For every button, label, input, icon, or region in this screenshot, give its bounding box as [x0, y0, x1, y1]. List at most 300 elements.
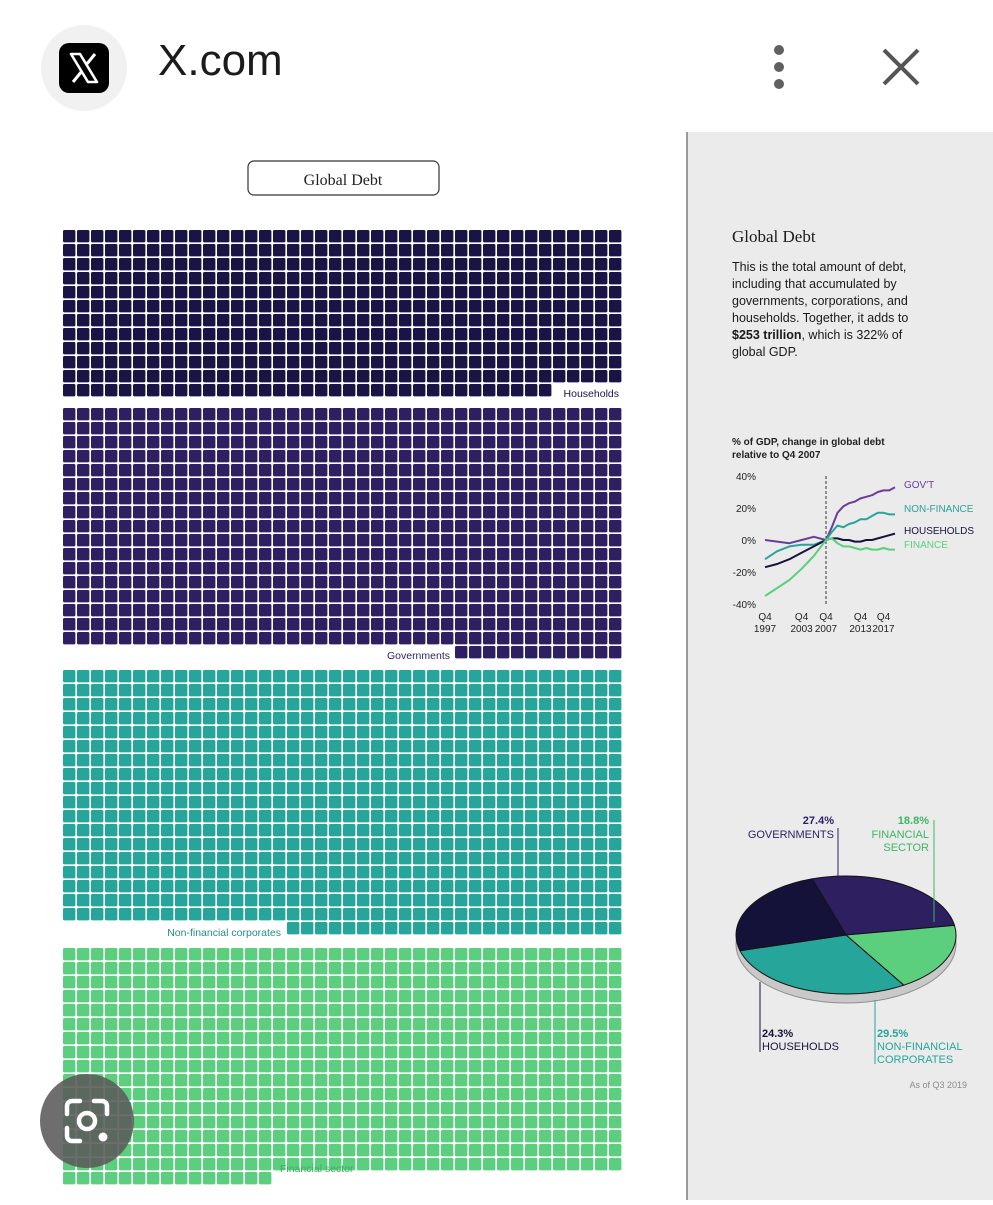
waffle-cell: [609, 534, 621, 546]
waffle-cell: [553, 632, 565, 644]
waffle-cell: [161, 520, 173, 532]
waffle-cell: [371, 632, 383, 644]
waffle-cell: [77, 356, 89, 368]
waffle-cell: [315, 632, 327, 644]
waffle-cell: [455, 286, 467, 298]
waffle-cell: [287, 796, 299, 808]
waffle-cell: [371, 492, 383, 504]
waffle-cell: [413, 712, 425, 724]
waffle-cell: [357, 520, 369, 532]
waffle-cell: [315, 1060, 327, 1072]
waffle-cell: [413, 370, 425, 382]
waffle-cell: [161, 272, 173, 284]
waffle-cell: [357, 796, 369, 808]
waffle-cell: [343, 824, 355, 836]
waffle-cell: [161, 852, 173, 864]
waffle-cell: [175, 796, 187, 808]
waffle-cell: [525, 962, 537, 974]
waffle-cell: [567, 506, 579, 518]
waffle-cell: [525, 422, 537, 434]
waffle-cell: [567, 436, 579, 448]
waffle-cell: [455, 740, 467, 752]
waffle-cell: [259, 478, 271, 490]
waffle-cell: [175, 272, 187, 284]
waffle-cell: [329, 838, 341, 850]
waffle-cell: [175, 590, 187, 602]
waffle-cell: [259, 408, 271, 420]
waffle-cell: [343, 976, 355, 988]
waffle-cell: [245, 908, 257, 920]
waffle-cell: [357, 534, 369, 546]
waffle-cell: [427, 408, 439, 420]
waffle-cell: [147, 1172, 159, 1184]
waffle-cell: [231, 782, 243, 794]
waffle-cell: [77, 422, 89, 434]
waffle-cell: [133, 492, 145, 504]
waffle-cell: [371, 852, 383, 864]
waffle-cell: [259, 1158, 271, 1170]
waffle-cell: [245, 1004, 257, 1016]
waffle-cell: [329, 464, 341, 476]
waffle-cell: [147, 464, 159, 476]
waffle-cell: [343, 356, 355, 368]
waffle-cell: [133, 450, 145, 462]
waffle-cell: [147, 408, 159, 420]
waffle-cell: [357, 1102, 369, 1114]
waffle-cell: [287, 244, 299, 256]
more-vert-icon[interactable]: [760, 42, 800, 92]
waffle-cell: [371, 342, 383, 354]
waffle-cell: [385, 632, 397, 644]
waffle-cell: [469, 478, 481, 490]
waffle-cell: [567, 1060, 579, 1072]
waffle-cell: [483, 740, 495, 752]
waffle-cell: [77, 880, 89, 892]
waffle-cell: [287, 436, 299, 448]
waffle-cell: [581, 1018, 593, 1030]
waffle-cell: [441, 1074, 453, 1086]
waffle-cell: [567, 328, 579, 340]
waffle-cell: [189, 1144, 201, 1156]
waffle-cell: [315, 866, 327, 878]
waffle-cell: [581, 258, 593, 270]
waffle-cell: [245, 1102, 257, 1114]
waffle-cell: [329, 712, 341, 724]
waffle-cell: [455, 1158, 467, 1170]
waffle-cell: [287, 824, 299, 836]
waffle-cell: [77, 726, 89, 738]
waffle-cell: [609, 604, 621, 616]
waffle-cell: [217, 1116, 229, 1128]
waffle-cell: [539, 1116, 551, 1128]
waffle-cell: [161, 384, 173, 396]
waffle-cell: [203, 230, 215, 242]
waffle-cell: [567, 632, 579, 644]
waffle-cell: [469, 740, 481, 752]
waffle-cell: [329, 314, 341, 326]
waffle-cell: [553, 1046, 565, 1058]
waffle-cell: [147, 1158, 159, 1170]
waffle-cell: [259, 754, 271, 766]
waffle-cell: [553, 1130, 565, 1142]
waffle-cell: [119, 300, 131, 312]
waffle-cell: [539, 922, 551, 934]
waffle-cell: [259, 1102, 271, 1114]
waffle-cell: [161, 506, 173, 518]
waffle-cell: [357, 436, 369, 448]
waffle-cell: [119, 370, 131, 382]
waffle-cell: [525, 684, 537, 696]
waffle-cell: [553, 436, 565, 448]
waffle-cell: [315, 768, 327, 780]
waffle-cell: [133, 478, 145, 490]
waffle-cell: [259, 632, 271, 644]
waffle-cell: [133, 782, 145, 794]
waffle-cell: [245, 314, 257, 326]
waffle-cell: [609, 436, 621, 448]
waffle-cell: [525, 1018, 537, 1030]
waffle-cell: [385, 422, 397, 434]
waffle-cell: [91, 768, 103, 780]
waffle-cell: [413, 768, 425, 780]
waffle-cell: [441, 838, 453, 850]
waffle-cell: [343, 698, 355, 710]
waffle-cell: [77, 894, 89, 906]
waffle-cell: [399, 852, 411, 864]
waffle-cell: [287, 1130, 299, 1142]
waffle-cell: [119, 314, 131, 326]
waffle-cell: [161, 464, 173, 476]
waffle-cell: [385, 908, 397, 920]
waffle-cell: [455, 618, 467, 630]
close-icon[interactable]: [876, 40, 926, 94]
waffle-cell: [483, 422, 495, 434]
waffle-cell: [567, 478, 579, 490]
waffle-cell: [329, 866, 341, 878]
waffle-cell: [441, 908, 453, 920]
waffle-cell: [231, 894, 243, 906]
waffle-cell: [455, 1116, 467, 1128]
waffle-cell: [189, 852, 201, 864]
waffle-cell: [91, 534, 103, 546]
waffle-cell: [511, 1102, 523, 1114]
waffle-cell: [161, 356, 173, 368]
waffle-cell: [77, 258, 89, 270]
waffle-cell: [203, 408, 215, 420]
waffle-cell: [539, 698, 551, 710]
waffle-cell: [399, 1018, 411, 1030]
waffle-cell: [525, 922, 537, 934]
waffle-cell: [357, 562, 369, 574]
waffle-cell: [147, 576, 159, 588]
waffle-cell: [245, 698, 257, 710]
waffle-cell: [469, 866, 481, 878]
waffle-cell: [119, 712, 131, 724]
waffle-cell: [441, 1116, 453, 1128]
waffle-cell: [567, 1046, 579, 1058]
waffle-cell: [217, 422, 229, 434]
waffle-cell: [105, 1032, 117, 1044]
waffle-cell: [175, 1032, 187, 1044]
waffle-cell: [273, 590, 285, 602]
waffle-cell: [357, 300, 369, 312]
waffle-cell: [287, 1060, 299, 1072]
waffle-cell: [511, 632, 523, 644]
waffle-cell: [175, 1060, 187, 1072]
waffle-cell: [399, 894, 411, 906]
waffle-cell: [511, 384, 523, 396]
waffle-cell: [371, 576, 383, 588]
waffle-cell: [357, 768, 369, 780]
waffle-cell: [91, 852, 103, 864]
waffle-cell: [469, 450, 481, 462]
waffle-cell: [483, 1060, 495, 1072]
waffle-cell: [287, 1116, 299, 1128]
waffle-cell: [539, 810, 551, 822]
waffle-cell: [273, 328, 285, 340]
waffle-cell: [483, 478, 495, 490]
waffle-cell: [77, 796, 89, 808]
waffle-cell: [511, 436, 523, 448]
waffle-cell: [483, 976, 495, 988]
waffle-cell: [371, 244, 383, 256]
waffle-cell: [399, 990, 411, 1002]
waffle-cell: [217, 894, 229, 906]
waffle-cell: [567, 740, 579, 752]
side-panel: [686, 132, 993, 1200]
waffle-cell: [91, 838, 103, 850]
waffle-cell: [343, 894, 355, 906]
waffle-cell: [581, 464, 593, 476]
waffle-cell: [357, 1144, 369, 1156]
waffle-cell: [119, 894, 131, 906]
waffle-cell: [91, 590, 103, 602]
waffle-cell: [231, 464, 243, 476]
waffle-cell: [609, 1074, 621, 1086]
waffle-cell: [553, 1088, 565, 1100]
waffle-cell: [385, 726, 397, 738]
waffle-cell: [175, 342, 187, 354]
waffle-cell: [427, 604, 439, 616]
waffle-cell: [63, 520, 75, 532]
waffle-cell: [455, 754, 467, 766]
waffle-cell: [441, 880, 453, 892]
waffle-cell: [147, 1046, 159, 1058]
waffle-cell: [413, 894, 425, 906]
waffle-cell: [231, 1004, 243, 1016]
waffle-cell: [371, 1102, 383, 1114]
waffle-cell: [245, 534, 257, 546]
waffle-cell: [287, 356, 299, 368]
waffle-cell: [455, 408, 467, 420]
waffle-cell: [343, 244, 355, 256]
waffle-cell: [273, 880, 285, 892]
waffle-cell: [119, 384, 131, 396]
waffle-cell: [609, 894, 621, 906]
waffle-cell: [441, 948, 453, 960]
waffle-cell: [189, 384, 201, 396]
waffle-cell: [455, 1130, 467, 1142]
waffle-cell: [203, 450, 215, 462]
waffle-cell: [455, 590, 467, 602]
waffle-cell: [287, 342, 299, 354]
waffle-cell: [301, 712, 313, 724]
waffle-cell: [63, 1060, 75, 1072]
waffle-cell: [105, 894, 117, 906]
waffle-cell: [147, 754, 159, 766]
waffle-cell: [595, 370, 607, 382]
waffle-cell: [63, 356, 75, 368]
waffle-cell: [301, 852, 313, 864]
waffle-cell: [469, 754, 481, 766]
waffle-cell: [525, 1060, 537, 1072]
waffle-cell: [553, 646, 565, 658]
waffle-cell: [133, 894, 145, 906]
waffle-cell: [511, 328, 523, 340]
waffle-cell: [483, 408, 495, 420]
waffle-cell: [609, 962, 621, 974]
waffle-cell: [77, 948, 89, 960]
waffle-cell: [357, 712, 369, 724]
site-logo-button[interactable]: [41, 25, 127, 111]
waffle-cell: [175, 698, 187, 710]
waffle-cell: [385, 880, 397, 892]
waffle-cell: [259, 962, 271, 974]
waffle-cell: [357, 464, 369, 476]
waffle-cell: [245, 632, 257, 644]
waffle-cell: [539, 880, 551, 892]
waffle-cell: [525, 1144, 537, 1156]
waffle-cell: [119, 478, 131, 490]
waffle-cell: [161, 1032, 173, 1044]
waffle-cell: [273, 1130, 285, 1142]
waffle-cell: [469, 258, 481, 270]
waffle-cell: [91, 328, 103, 340]
waffle-cell: [259, 1060, 271, 1072]
waffle-cell: [91, 464, 103, 476]
x-tick-label: Q4 2007: [814, 612, 838, 635]
waffle-cell: [511, 838, 523, 850]
waffle-cell: [343, 866, 355, 878]
waffle-cell: [413, 244, 425, 256]
waffle-cell: [343, 464, 355, 476]
waffle-cell: [525, 408, 537, 420]
gov-label: GOVERNMENTS: [747, 829, 834, 841]
waffle-cell: [217, 464, 229, 476]
waffle-cell: [231, 1046, 243, 1058]
waffle-cell: [301, 698, 313, 710]
waffle-cell: [399, 342, 411, 354]
waffle-cell: [413, 866, 425, 878]
waffle-cell: [287, 422, 299, 434]
waffle-cell: [273, 976, 285, 988]
waffle-cell: [567, 548, 579, 560]
waffle-cell: [287, 562, 299, 574]
waffle-cell: [119, 356, 131, 368]
waffle-cell: [553, 258, 565, 270]
waffle-cell: [427, 948, 439, 960]
waffle-cell: [525, 712, 537, 724]
waffle-cell: [161, 740, 173, 752]
waffle-cell: [259, 534, 271, 546]
waffle-cell: [567, 1116, 579, 1128]
waffle-cell: [371, 1158, 383, 1170]
waffle-cell: [133, 1144, 145, 1156]
waffle-cell: [469, 520, 481, 532]
lens-search-button[interactable]: [40, 1074, 134, 1168]
waffle-cell: [581, 618, 593, 630]
waffle-cell: [371, 520, 383, 532]
waffle-cell: [511, 464, 523, 476]
waffle-cell: [581, 1060, 593, 1072]
waffle-cell: [63, 548, 75, 560]
waffle-cell: [329, 1116, 341, 1128]
waffle-cell: [119, 258, 131, 270]
waffle-cell: [147, 272, 159, 284]
waffle-cell: [217, 1032, 229, 1044]
waffle-cell: [455, 768, 467, 780]
waffle-cell: [385, 492, 397, 504]
waffle-cell: [175, 740, 187, 752]
waffle-cell: [511, 422, 523, 434]
waffle-cell: [497, 962, 509, 974]
waffle-cell: [441, 726, 453, 738]
waffle-cell: [161, 670, 173, 682]
waffle-cell: [399, 866, 411, 878]
waffle-cell: [455, 520, 467, 532]
waffle-cell: [413, 684, 425, 696]
waffle-cell: [203, 948, 215, 960]
waffle-cell: [231, 1074, 243, 1086]
waffle-cell: [399, 590, 411, 602]
waffle-cell: [553, 852, 565, 864]
waffle-cell: [343, 990, 355, 1002]
waffle-cell: [147, 880, 159, 892]
waffle-cell: [105, 464, 117, 476]
waffle-cell: [497, 908, 509, 920]
waffle-cell: [189, 880, 201, 892]
waffle-cell: [511, 922, 523, 934]
waffle-cell: [189, 464, 201, 476]
waffle-cell: [427, 754, 439, 766]
waffle-cell: [105, 562, 117, 574]
waffle-cell: [63, 328, 75, 340]
waffle-cell: [595, 1088, 607, 1100]
waffle-cell: [581, 300, 593, 312]
waffle-cell: [469, 1158, 481, 1170]
waffle-cell: [133, 632, 145, 644]
waffle-cell: [427, 684, 439, 696]
waffle-cell: [217, 1088, 229, 1100]
waffle-cell: [287, 698, 299, 710]
waffle-cell: [343, 712, 355, 724]
waffle-cell: [147, 852, 159, 864]
waffle-cell: [105, 342, 117, 354]
waffle-cell: [259, 590, 271, 602]
waffle-cell: [511, 520, 523, 532]
waffle-cell: [539, 328, 551, 340]
waffle-cell: [455, 962, 467, 974]
waffle-cell: [203, 1158, 215, 1170]
waffle-cell: [511, 726, 523, 738]
waffle-cell: [217, 258, 229, 270]
waffle-cell: [287, 908, 299, 920]
waffle-cell: [301, 506, 313, 518]
waffle-cell: [259, 464, 271, 476]
waffle-cell: [217, 712, 229, 724]
waffle-cell: [133, 328, 145, 340]
waffle-cell: [539, 962, 551, 974]
